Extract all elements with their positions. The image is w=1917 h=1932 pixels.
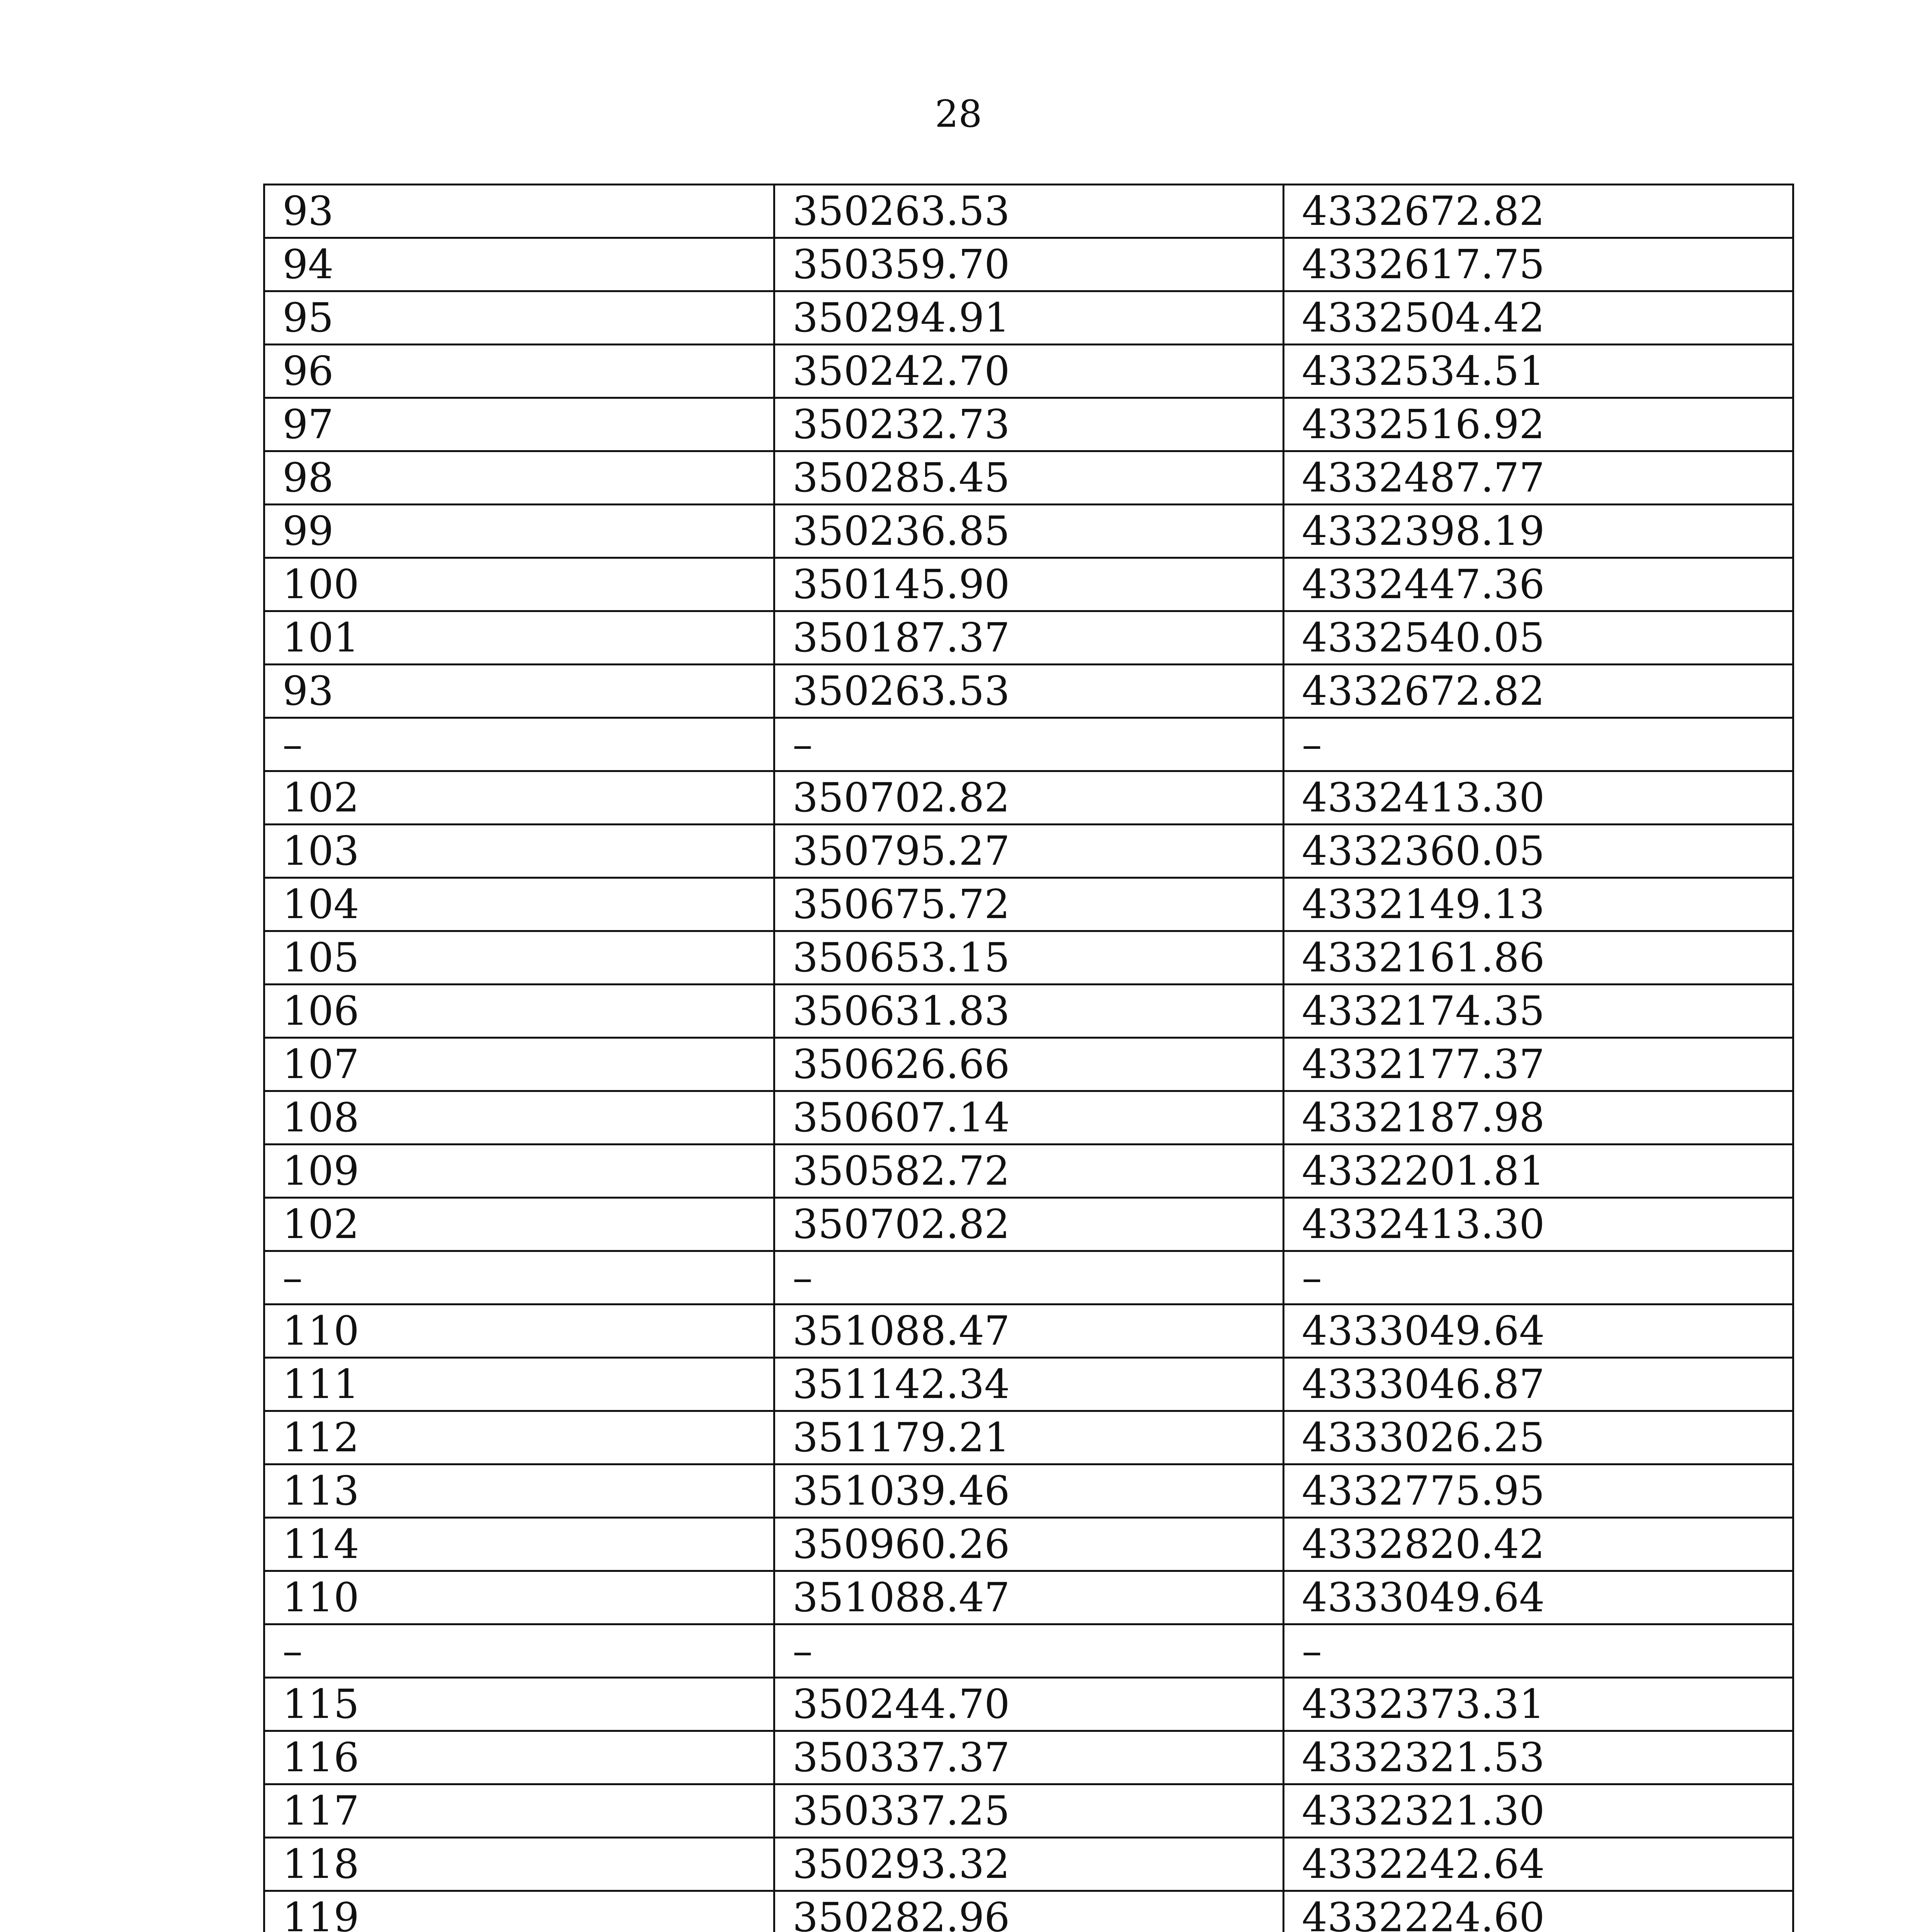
y-coordinate-cell: 4332487.77 [1284,451,1793,505]
table-row [264,1358,1793,1411]
point-number-cell: 117 [264,1784,774,1838]
x-coordinate-cell: 350337.25 [774,1784,1284,1838]
coordinates-table-body [264,185,1793,1932]
x-coordinate-cell: 351088.47 [774,1571,1284,1624]
point-number-cell: – [264,1624,774,1678]
x-coordinate-cell: 350337.37 [774,1731,1284,1784]
x-coordinate-cell: 350702.82 [774,1198,1284,1251]
table-row [264,878,1793,931]
table-row [264,771,1793,825]
x-coordinate-cell: 351142.34 [774,1358,1284,1411]
point-number-cell: 102 [264,771,774,825]
table-row [264,1304,1793,1358]
x-coordinate-cell: 350960.26 [774,1518,1284,1571]
x-coordinate-cell: 350263.53 [774,185,1284,238]
y-coordinate-cell: 4333026.25 [1284,1411,1793,1464]
y-coordinate-cell: 4332321.53 [1284,1731,1793,1784]
point-number-cell: 105 [264,931,774,985]
y-coordinate-cell: 4332398.19 [1284,505,1793,558]
point-number-cell: 118 [264,1838,774,1891]
x-coordinate-cell: – [774,1251,1284,1304]
table-row [264,1891,1793,1932]
table-row [264,345,1793,398]
table-row [264,825,1793,878]
table-row [264,1411,1793,1464]
point-number-cell: 109 [264,1145,774,1198]
y-coordinate-cell: 4333049.64 [1284,1304,1793,1358]
table-row [264,931,1793,985]
y-coordinate-cell: 4332617.75 [1284,238,1793,291]
point-number-cell: 113 [264,1464,774,1518]
point-number-cell: 96 [264,345,774,398]
point-number-cell: 103 [264,825,774,878]
y-coordinate-cell: 4332672.82 [1284,665,1793,718]
y-coordinate-cell: 4332413.30 [1284,771,1793,825]
point-number-cell: 110 [264,1571,774,1624]
x-coordinate-cell: 350242.70 [774,345,1284,398]
x-coordinate-cell: 350293.32 [774,1838,1284,1891]
y-coordinate-cell: – [1284,1251,1793,1304]
y-coordinate-cell: 4332242.64 [1284,1838,1793,1891]
table-row [264,1518,1793,1571]
point-number-cell: 102 [264,1198,774,1251]
y-coordinate-cell: 4332149.13 [1284,878,1793,931]
point-number-cell: 112 [264,1411,774,1464]
table-row [264,665,1793,718]
y-coordinate-cell: 4332201.81 [1284,1145,1793,1198]
y-coordinate-cell: 4333046.87 [1284,1358,1793,1411]
point-number-cell: – [264,718,774,771]
y-coordinate-cell: 4332447.36 [1284,558,1793,611]
y-coordinate-cell: 4332820.42 [1284,1518,1793,1571]
point-number-cell: 93 [264,665,774,718]
table-row [264,398,1793,451]
table-row [264,1784,1793,1838]
table-row [264,1838,1793,1891]
point-number-cell: 119 [264,1891,774,1932]
point-number-cell: 108 [264,1091,774,1145]
table-row [264,1198,1793,1251]
x-coordinate-cell: 351039.46 [774,1464,1284,1518]
table-row [264,558,1793,611]
point-number-cell: 107 [264,1038,774,1091]
table-row [264,1251,1793,1304]
x-coordinate-cell: – [774,718,1284,771]
x-coordinate-cell: 351179.21 [774,1411,1284,1464]
table-row [264,451,1793,505]
x-coordinate-cell: 350263.53 [774,665,1284,718]
y-coordinate-cell: 4332504.42 [1284,291,1793,345]
table-row [264,1624,1793,1678]
point-number-cell: 100 [264,558,774,611]
y-coordinate-cell: – [1284,1624,1793,1678]
table-row [264,1571,1793,1624]
table-row [264,1145,1793,1198]
y-coordinate-cell: 4332360.05 [1284,825,1793,878]
y-coordinate-cell: 4332174.35 [1284,985,1793,1038]
table-row [264,1731,1793,1784]
point-number-cell: – [264,1251,774,1304]
table-row [264,505,1793,558]
point-number-cell: 104 [264,878,774,931]
page-number: 28 [935,92,982,136]
y-coordinate-cell: – [1284,718,1793,771]
point-number-cell: 95 [264,291,774,345]
x-coordinate-cell: 350359.70 [774,238,1284,291]
table-row [264,1091,1793,1145]
y-coordinate-cell: 4332321.30 [1284,1784,1793,1838]
point-number-cell: 114 [264,1518,774,1571]
y-coordinate-cell: 4332534.51 [1284,345,1793,398]
x-coordinate-cell: 350244.70 [774,1678,1284,1731]
x-coordinate-cell: 350582.72 [774,1145,1284,1198]
y-coordinate-cell: 4332187.98 [1284,1091,1793,1145]
y-coordinate-cell: 4332775.95 [1284,1464,1793,1518]
point-number-cell: 98 [264,451,774,505]
point-number-cell: 115 [264,1678,774,1731]
x-coordinate-cell: 350675.72 [774,878,1284,931]
table-row [264,1678,1793,1731]
point-number-cell: 111 [264,1358,774,1411]
x-coordinate-cell: – [774,1624,1284,1678]
y-coordinate-cell: 4332373.31 [1284,1678,1793,1731]
x-coordinate-cell: 350607.14 [774,1091,1284,1145]
x-coordinate-cell: 350626.66 [774,1038,1284,1091]
x-coordinate-cell: 350236.85 [774,505,1284,558]
point-number-cell: 94 [264,238,774,291]
x-coordinate-cell: 350282.96 [774,1891,1284,1932]
y-coordinate-cell: 4332177.37 [1284,1038,1793,1091]
table-row [264,611,1793,665]
x-coordinate-cell: 350285.45 [774,451,1284,505]
x-coordinate-cell: 350187.37 [774,611,1284,665]
y-coordinate-cell: 4332516.92 [1284,398,1793,451]
x-coordinate-cell: 351088.47 [774,1304,1284,1358]
x-coordinate-cell: 350294.91 [774,291,1284,345]
table-row [264,238,1793,291]
y-coordinate-cell: 4332672.82 [1284,185,1793,238]
x-coordinate-cell: 350702.82 [774,771,1284,825]
x-coordinate-cell: 350145.90 [774,558,1284,611]
x-coordinate-cell: 350795.27 [774,825,1284,878]
point-number-cell: 99 [264,505,774,558]
x-coordinate-cell: 350232.73 [774,398,1284,451]
table-row [264,985,1793,1038]
point-number-cell: 101 [264,611,774,665]
table-row [264,1464,1793,1518]
point-number-cell: 110 [264,1304,774,1358]
y-coordinate-cell: 4332161.86 [1284,931,1793,985]
point-number-cell: 97 [264,398,774,451]
table-row [264,291,1793,345]
table-row [264,1038,1793,1091]
point-number-cell: 93 [264,185,774,238]
y-coordinate-cell: 4332413.30 [1284,1198,1793,1251]
y-coordinate-cell: 4332224.60 [1284,1891,1793,1932]
x-coordinate-cell: 350653.15 [774,931,1284,985]
y-coordinate-cell: 4333049.64 [1284,1571,1793,1624]
point-number-cell: 106 [264,985,774,1038]
table-row [264,185,1793,238]
x-coordinate-cell: 350631.83 [774,985,1284,1038]
coordinates-table [263,184,1794,1932]
point-number-cell: 116 [264,1731,774,1784]
y-coordinate-cell: 4332540.05 [1284,611,1793,665]
table-row [264,718,1793,771]
